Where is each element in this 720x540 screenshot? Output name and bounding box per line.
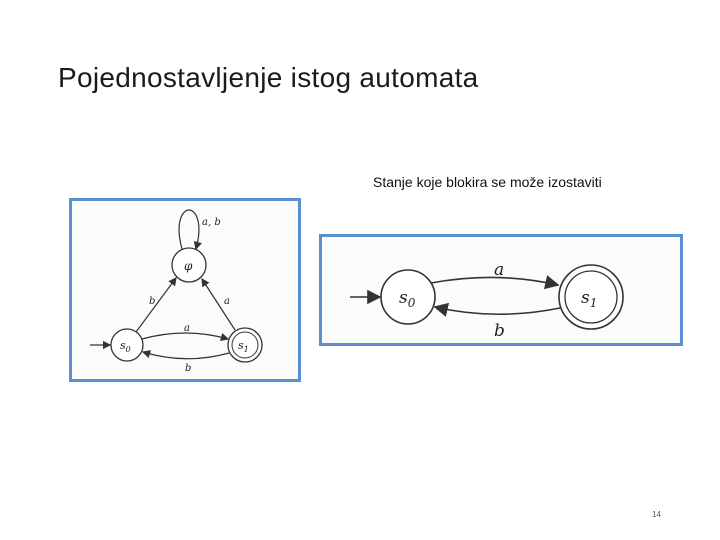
- edge-label-s0-to-s1: a: [184, 323, 190, 334]
- edge-label-phi-loop: a, b: [202, 217, 221, 228]
- state-s0-label: $s_0$: [120, 339, 131, 354]
- state-s0-label: $s_0$: [399, 288, 416, 310]
- edge-s1-to-phi: [202, 279, 235, 330]
- edge-s1-to-s0: [143, 352, 229, 359]
- state-s1-label: $s_1$: [581, 288, 598, 310]
- slide-subtitle: Stanje koje blokira se može izostaviti: [373, 174, 602, 190]
- edge-phi-loop: [179, 210, 199, 249]
- edge-s1-to-s0: [435, 307, 560, 314]
- state-s1-label: $s_1$: [238, 339, 249, 354]
- state-phi-label: φ: [184, 259, 193, 273]
- edge-label-s0-to-s1: a: [494, 260, 505, 280]
- edge-label-s1-to-s0: b: [494, 321, 505, 341]
- automaton-diagram-left: [72, 201, 298, 379]
- edge-label-s0-to-phi: b: [149, 296, 156, 307]
- automaton-diagram-right: [322, 237, 680, 343]
- edge-label-s1-to-phi: a: [224, 296, 230, 307]
- simplified-automaton-panel: [319, 234, 683, 346]
- edge-label-s1-to-s0: b: [185, 363, 192, 374]
- edge-s0-to-phi: [136, 278, 176, 332]
- slide-title: Pojednostavljenje istog automata: [58, 62, 479, 93]
- page-number: 14: [652, 510, 661, 519]
- automaton-with-blocking-state-panel: [69, 198, 301, 382]
